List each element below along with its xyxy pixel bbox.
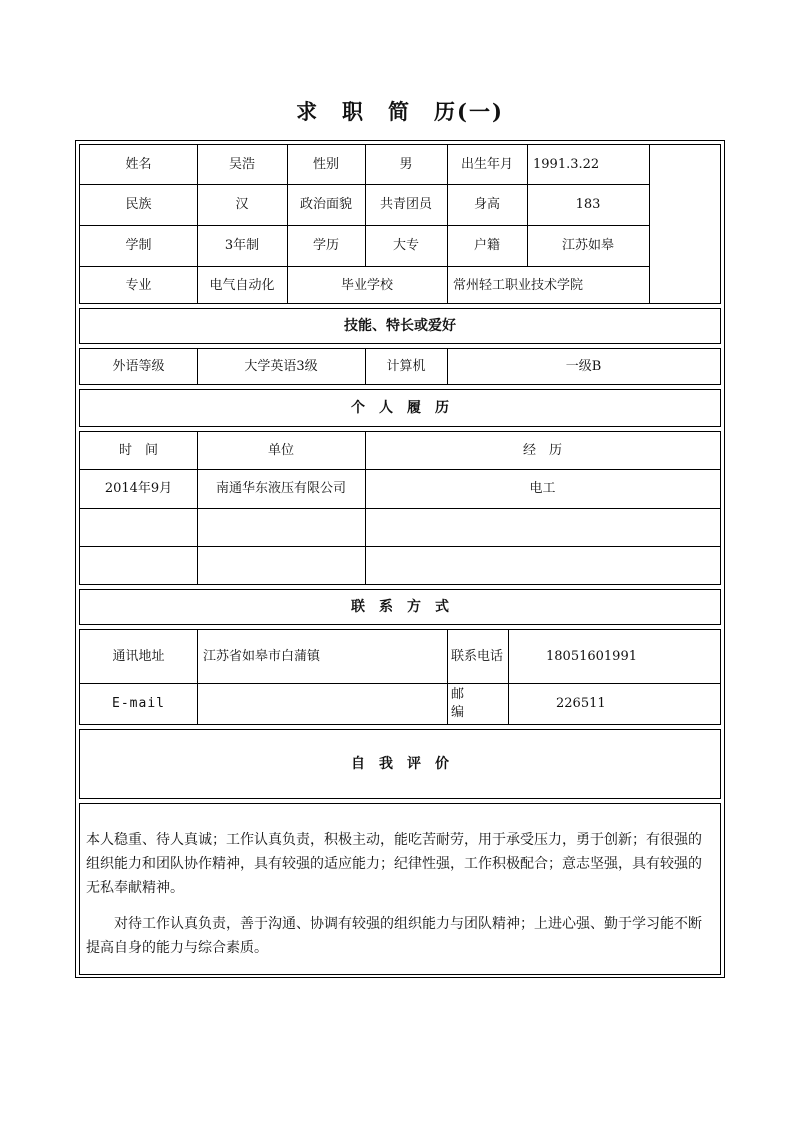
skills-heading-section bbox=[79, 308, 721, 344]
phone-value: 18051601991 bbox=[546, 648, 637, 664]
ethnicity-value: 汉 bbox=[235, 196, 249, 212]
photo-area bbox=[649, 145, 721, 305]
skills-heading: 技能、特长或爱好 bbox=[344, 317, 456, 334]
history-row-experience bbox=[365, 546, 720, 584]
major-value: 电气自动化 bbox=[209, 277, 275, 293]
education-label: 学历 bbox=[312, 237, 339, 253]
contact-heading: 联 系 方 式 bbox=[351, 598, 449, 615]
gender-label: 性别 bbox=[312, 156, 339, 172]
skills-row-section bbox=[79, 348, 721, 385]
resume-frame bbox=[75, 140, 725, 978]
history-heading-section bbox=[79, 389, 721, 427]
evaluation-heading-section bbox=[79, 729, 721, 799]
school-value: 常州轻工职业技术学院 bbox=[453, 277, 584, 293]
history-row-unit bbox=[197, 546, 365, 584]
address-value: 江苏省如皋市白蒲镇 bbox=[203, 648, 321, 664]
major-label: 专业 bbox=[125, 277, 152, 293]
computer-value: 一级B bbox=[565, 358, 602, 374]
name-value: 吴浩 bbox=[228, 156, 255, 172]
history-row-time: 2014年9月 bbox=[104, 480, 173, 496]
address-label: 通讯地址 bbox=[112, 648, 165, 664]
computer-label: 计算机 bbox=[386, 358, 426, 374]
political-label: 政治面貌 bbox=[299, 196, 352, 212]
contact-table bbox=[79, 629, 721, 725]
birth-value: 1991.3.22 bbox=[533, 156, 600, 172]
history-heading: 个 人 履 历 bbox=[351, 399, 449, 416]
email-value bbox=[197, 683, 447, 724]
history-row-experience bbox=[365, 508, 720, 546]
history-col-experience: 经 历 bbox=[522, 442, 562, 458]
email-label: E-mail bbox=[112, 695, 165, 711]
hukou-label: 户籍 bbox=[473, 237, 500, 253]
basic-info-section bbox=[79, 144, 721, 304]
ethnicity-label: 民族 bbox=[125, 196, 152, 212]
phone-label bbox=[447, 630, 508, 683]
evaluation-paragraph: 本人稳重、待人真诚；工作认真负责，积极主动，能吃苦耐劳，用于承受压力，勇于创新；有很强的组织能力和团队协作精神，具有较强的适应能力；纪律性强，工作积极配合；意志坚强，具有较强的无私奉献精神。 bbox=[86, 832, 702, 896]
history-row-experience: 电工 bbox=[529, 480, 556, 496]
history-table bbox=[79, 431, 721, 585]
evaluation-body bbox=[79, 803, 721, 975]
language-value: 大学英语3级 bbox=[244, 358, 318, 374]
schooling-label: 学制 bbox=[125, 237, 152, 253]
political-value: 共青团员 bbox=[379, 196, 432, 212]
evaluation-paragraph: 对待工作认真负责，善于沟通、协调有较强的组织能力与团队精神；上进心强、勤于学习能不断提高自身的能力与综合素质。 bbox=[86, 916, 702, 956]
hukou-value: 江苏如皋 bbox=[561, 237, 614, 253]
birth-label: 出生年月 bbox=[460, 156, 513, 172]
history-col-time: 时 间 bbox=[118, 442, 158, 458]
height-value: 183 bbox=[575, 196, 601, 212]
evaluation-heading: 自 我 评 价 bbox=[351, 755, 449, 772]
postcode-label-text: 邮编 bbox=[451, 686, 465, 720]
phone-label-text: 联系电话 bbox=[451, 648, 504, 664]
history-row-unit bbox=[197, 508, 365, 546]
history-col-unit: 单位 bbox=[267, 442, 294, 458]
school-label: 毕业学校 bbox=[340, 277, 393, 293]
contact-heading-section bbox=[79, 589, 721, 625]
height-label: 身高 bbox=[473, 196, 500, 212]
name-label: 姓名 bbox=[125, 156, 152, 172]
history-row-time bbox=[80, 508, 197, 546]
schooling-value: 3年制 bbox=[224, 237, 260, 253]
postcode-label bbox=[447, 683, 508, 724]
history-row-unit: 南通华东液压有限公司 bbox=[215, 480, 346, 496]
gender-value: 男 bbox=[399, 156, 413, 172]
page-title: 求 职 简 历(一) bbox=[296, 99, 504, 124]
postcode-value: 226511 bbox=[556, 695, 606, 711]
language-label: 外语等级 bbox=[112, 358, 165, 374]
history-row-time bbox=[80, 546, 197, 584]
education-value: 大专 bbox=[392, 237, 419, 253]
